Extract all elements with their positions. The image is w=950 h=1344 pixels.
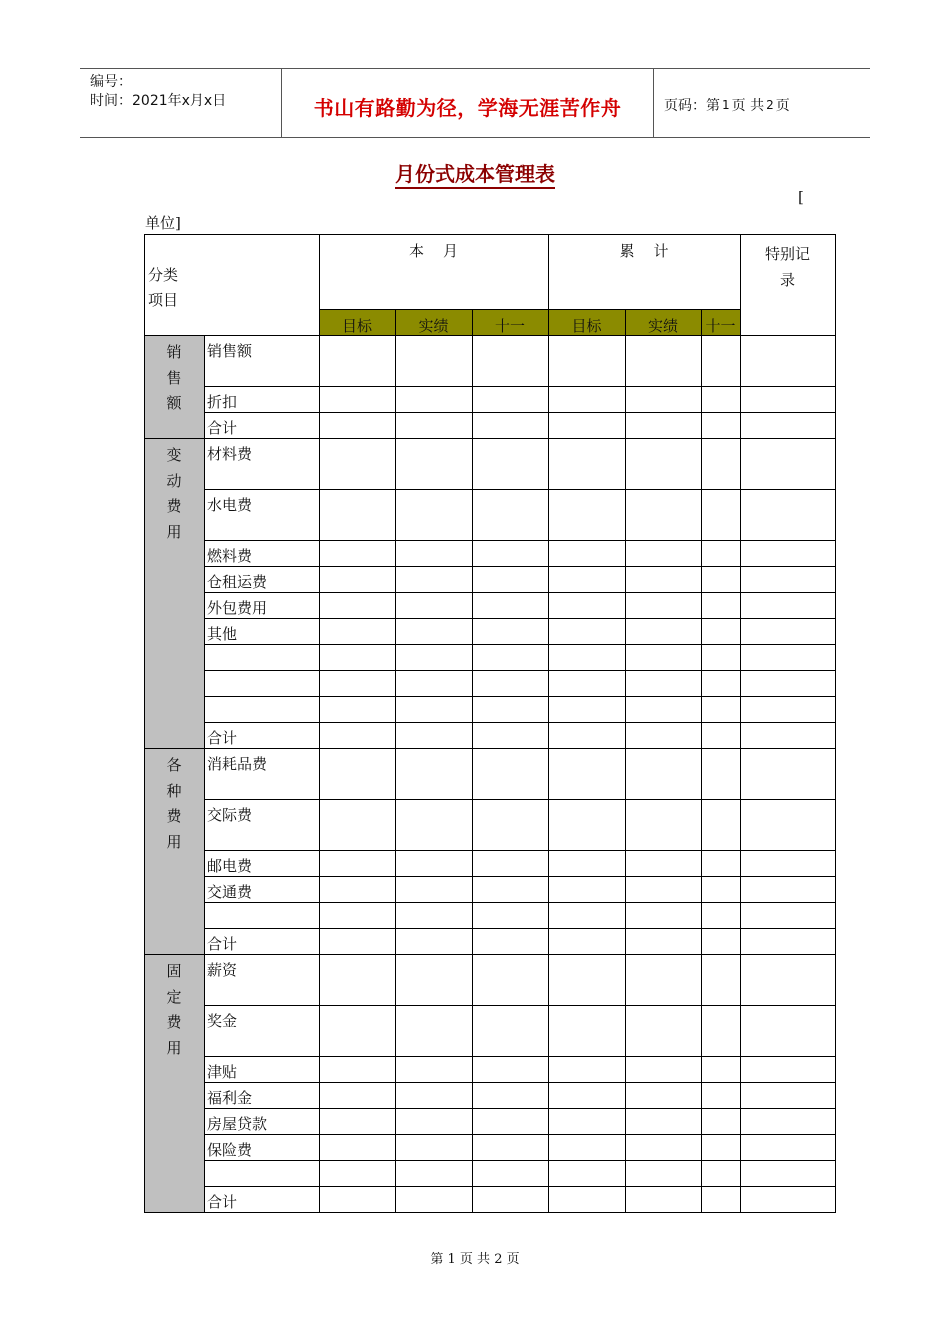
row-item-label: 交通费 — [207, 883, 253, 901]
grid-line — [204, 876, 836, 877]
grid-line — [204, 412, 836, 413]
header-slogan: 书山有路勤为径，学海无涯苦作舟 — [313, 95, 622, 120]
row-item-label: 仓租运费 — [207, 573, 268, 591]
row-item-label: 保险费 — [207, 1141, 253, 1159]
subheader-3: 目标 — [571, 317, 602, 335]
grid-line — [144, 234, 836, 235]
footer-total: 2 — [494, 1252, 503, 1267]
row-item-label: 邮电费 — [207, 857, 253, 875]
grid-line — [204, 1108, 836, 1109]
row-item-label: 奖金 — [207, 1012, 238, 1030]
page-current: 1 — [722, 98, 730, 112]
row-item-label: 合计 — [207, 935, 238, 953]
grid-line — [395, 309, 396, 1213]
footer-prefix: 第 — [430, 1252, 444, 1267]
unit-bracket: [ — [798, 188, 804, 206]
row-item-label: 水电费 — [207, 496, 253, 514]
row-item-label: 合计 — [207, 1193, 238, 1211]
grid-line — [204, 644, 836, 645]
row-item-label: 折扣 — [207, 393, 238, 411]
page-label-mid: 页 共 — [731, 98, 765, 114]
page-header — [80, 68, 870, 138]
row-item-label: 合计 — [207, 729, 238, 747]
grid-line — [144, 748, 836, 749]
grid-line — [204, 1160, 836, 1161]
footer-current: 1 — [447, 1252, 456, 1267]
footer-suffix: 页 — [506, 1252, 520, 1267]
row-item-label: 薪资 — [207, 961, 238, 979]
group-header-cumulative: 累 计 — [619, 242, 669, 260]
grid-line — [319, 234, 320, 1213]
document-number-label: 编号： — [90, 74, 132, 90]
grid-line — [835, 234, 836, 1213]
row-item-label: 外包费用 — [207, 599, 268, 617]
grid-line — [701, 309, 702, 1213]
subheader-4: 实绩 — [647, 317, 678, 335]
grid-line — [740, 234, 741, 1213]
grid-line — [204, 386, 836, 387]
subheader-1: 实绩 — [418, 317, 449, 335]
row-item-label: 合计 — [207, 419, 238, 437]
category-label: 各 种 费 用 — [166, 756, 182, 851]
grid-line — [204, 902, 836, 903]
document-time-label: 时间：2021年x月x日 — [90, 93, 227, 109]
document-title-wrap — [0, 158, 950, 187]
page-total: 2 — [766, 98, 774, 112]
corner-label-category: 分类 — [148, 266, 179, 284]
grid-line — [472, 309, 473, 1213]
grid-line — [319, 309, 741, 310]
grid-line — [204, 1005, 836, 1006]
grid-line — [204, 722, 836, 723]
document-title: 月份式成本管理表 — [395, 162, 555, 189]
footer-mid: 页 共 — [459, 1252, 491, 1267]
header-slogan-cell — [282, 69, 654, 137]
subheader-0: 目标 — [341, 317, 372, 335]
grid-line — [204, 1056, 836, 1057]
row-item-label: 福利金 — [207, 1089, 253, 1107]
grid-line — [204, 696, 836, 697]
page-label-suffix: 页 — [775, 98, 790, 114]
grid-line — [204, 670, 836, 671]
grid-line — [548, 234, 549, 1213]
row-item-label: 其他 — [207, 625, 238, 643]
row-item-label: 房屋贷款 — [207, 1115, 268, 1133]
grid-line — [625, 309, 626, 1213]
category-label: 变 动 费 用 — [166, 446, 182, 541]
grid-line — [204, 566, 836, 567]
grid-line — [144, 438, 836, 439]
grid-line — [204, 1134, 836, 1135]
grid-line — [204, 1186, 836, 1187]
page-label-prefix: 页码：第 — [664, 98, 720, 114]
grid-line — [204, 799, 836, 800]
page-footer — [0, 1248, 950, 1267]
grid-line — [204, 928, 836, 929]
grid-line — [204, 618, 836, 619]
row-item-label: 交际费 — [207, 806, 253, 824]
special-notes-header: 特别记录 — [764, 245, 810, 289]
grid-line — [204, 540, 836, 541]
grid-line — [204, 1082, 836, 1083]
category-label: 销 售 额 — [166, 343, 182, 412]
row-item-label: 燃料费 — [207, 547, 253, 565]
row-item-label: 销售额 — [207, 342, 253, 360]
category-label: 固 定 费 用 — [166, 962, 182, 1057]
row-item-label: 消耗品费 — [207, 755, 268, 773]
header-page-indicator — [654, 69, 870, 137]
row-item-label: 津贴 — [207, 1063, 238, 1081]
header-meta — [80, 69, 282, 137]
row-item-label: 材料费 — [207, 445, 253, 463]
grid-line — [204, 489, 836, 490]
grid-line — [144, 335, 836, 336]
grid-line — [144, 954, 836, 955]
grid-line — [204, 850, 836, 851]
corner-label-item: 项目 — [148, 291, 179, 309]
unit-label: 单位] — [145, 214, 181, 232]
group-header-this-month: 本 月 — [408, 242, 459, 260]
grid-line — [144, 1212, 836, 1213]
subheader-2: 十一 — [494, 317, 525, 335]
grid-line — [204, 592, 836, 593]
subheader-5: 十一 — [705, 317, 736, 335]
